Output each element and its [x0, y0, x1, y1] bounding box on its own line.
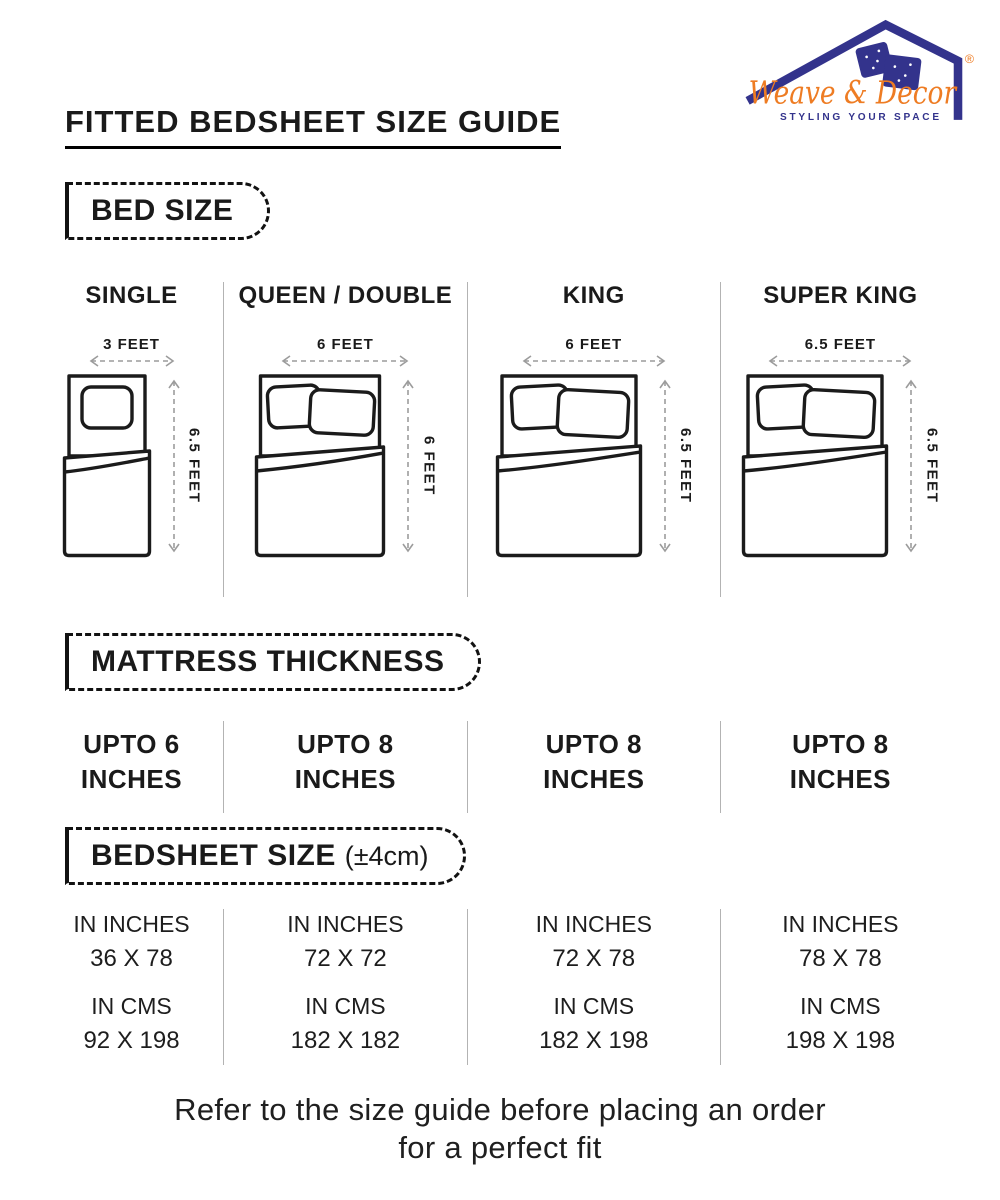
width-dimension-arrow: [763, 354, 917, 368]
height-dimension-arrow: [658, 374, 672, 558]
bedsheet-size-grid: [40, 909, 960, 1065]
bed-column-king: [468, 282, 721, 597]
column-title: SUPER KING: [763, 282, 918, 309]
width-dimension-arrow: [517, 354, 671, 368]
brand-name: Weave & Decor: [748, 75, 958, 112]
bed-width-label: 6.5 FEET: [804, 336, 877, 353]
column-title: SINGLE: [85, 282, 178, 309]
bed-height-label: 6 FEET: [420, 436, 438, 496]
mattress-value-super-king: UPTO 8 INCHES: [789, 729, 892, 795]
page-title: FITTED BEDSHEET SIZE GUIDE: [65, 104, 561, 149]
cms-value: 198 X 198: [785, 1027, 896, 1055]
bed-size-section-header: [65, 182, 270, 240]
pillow-icon: [82, 387, 132, 428]
bed-width-label: 6 FEET: [565, 336, 623, 353]
pillow-icon: [557, 389, 629, 438]
inches-value: 78 X 78: [799, 945, 882, 973]
mattress-thickness-label: MATTRESS THICKNESS: [91, 645, 445, 678]
mattress-value-single: UPTO 6 INCHES: [40, 721, 224, 813]
bed-diagram: [253, 373, 387, 559]
inches-label: IN INCHES: [73, 911, 190, 938]
bed-diagram: [740, 373, 890, 559]
bed-diagram: [494, 373, 644, 559]
cms-value: 182 X 198: [539, 1027, 649, 1055]
bed-height-label: 6.5 FEET: [185, 428, 203, 504]
mattress-thickness-section-header: [65, 633, 481, 691]
pillow-icon: [803, 389, 875, 438]
bed-column-super-king: [721, 282, 960, 597]
column-title: KING: [562, 282, 625, 309]
inches-value: 72 X 78: [552, 945, 636, 973]
cms-label: IN CMS: [800, 993, 881, 1020]
bed-diagram: [61, 373, 153, 559]
height-dimension-arrow: [167, 374, 181, 558]
footer-note: [40, 1091, 960, 1167]
column-title: QUEEN / DOUBLE: [238, 282, 453, 309]
bed-width-label: 6 FEET: [316, 336, 374, 353]
bedsheet-size-queen-double: [224, 909, 468, 1065]
width-dimension-arrow: [84, 354, 180, 368]
bedsheet-size-label: BEDSHEET SIZE: [91, 839, 336, 873]
bedsheet-size-single: [40, 909, 224, 1065]
height-dimension-arrow: [401, 374, 415, 558]
inches-label: IN INCHES: [535, 911, 652, 938]
mattress-value-queen-double: UPTO 8 INCHES: [224, 721, 468, 813]
footer-line-2: for a perfect fit: [398, 1130, 602, 1166]
cms-label: IN CMS: [553, 993, 635, 1020]
mattress-value-king: UPTO 8 INCHES: [468, 721, 721, 813]
inches-value: 36 X 78: [90, 945, 173, 973]
bed-height-label: 6.5 FEET: [676, 428, 694, 504]
mattress-thickness-grid: [40, 721, 960, 813]
inches-label: IN INCHES: [782, 911, 899, 938]
pillow-icon: [309, 389, 375, 435]
bed-size-label: BED SIZE: [91, 194, 234, 227]
bedsheet-tolerance-label: (±4cm): [344, 841, 429, 872]
bed-width-label: 3 FEET: [103, 336, 160, 353]
bedsheet-size-section-header: [65, 827, 466, 885]
registered-mark: ®: [964, 51, 974, 66]
bed-height-label: 6.5 FEET: [923, 428, 941, 504]
width-dimension-arrow: [276, 354, 414, 368]
bed-size-grid: [40, 282, 960, 597]
brand-tagline: STYLING YOUR SPACE: [779, 111, 942, 123]
cms-value: 92 X 198: [83, 1027, 180, 1055]
bed-column-single: [40, 282, 224, 597]
inches-label: IN INCHES: [287, 911, 404, 938]
bedsheet-size-king: [468, 909, 721, 1065]
cms-label: IN CMS: [91, 993, 172, 1020]
cms-label: IN CMS: [305, 993, 386, 1020]
inches-value: 72 X 72: [304, 945, 387, 973]
bedsheet-size-super-king: [721, 909, 960, 1065]
footer-line-1: Refer to the size guide before placing an order: [174, 1092, 826, 1128]
height-dimension-arrow: [904, 374, 918, 558]
cms-value: 182 X 182: [290, 1027, 401, 1055]
bed-column-queen-double: [224, 282, 468, 597]
